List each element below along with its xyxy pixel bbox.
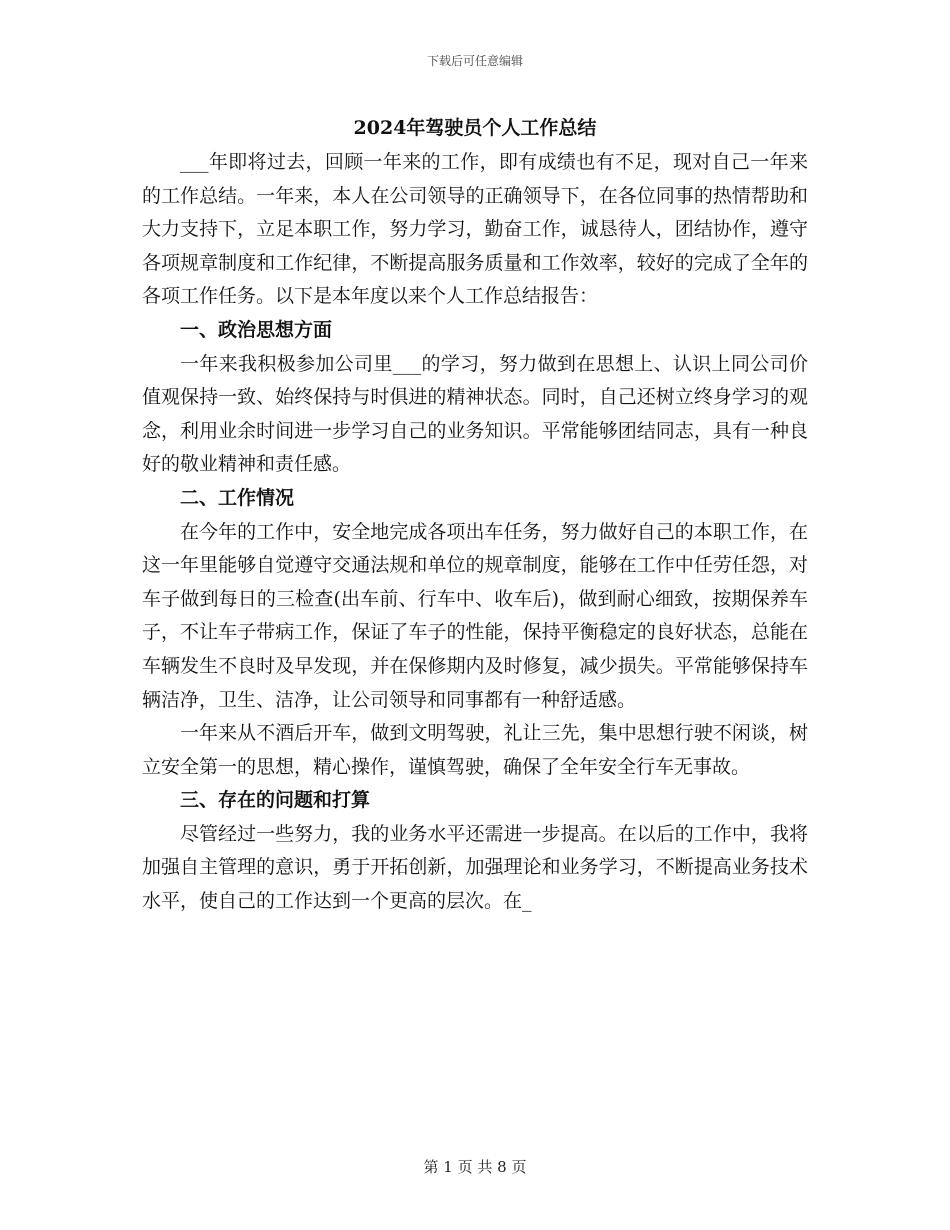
work-paragraph-1: 在今年的工作中，安全地完成各项出车任务，努力做好自己的本职工作，在这一年里能够自觉遵守交通法规和单位的规章制度，能够在工作中任劳任怨，对车子做到每日的三检查(出车前、行车中、收车后)，做到耐心细致，按期保养车子，不让车子带病工作，保证了车子的性能，保持平衡稳定的良好状态，总能在车辆发生不良时及早发现，并在保修期内及时修复，减少损失。平常能够保持车辆洁净，卫生、洁净，让公司领导和同事都有一种舒适感。 [142, 520, 808, 711]
issues-paragraph: 尽管经过一些努力，我的业务水平还需进一步提高。在以后的工作中，我将加强自主管理的意识，勇于开拓创新，加强理论和业务学习，不断提高业务技术水平，使自己的工作达到一个更高的层次。在_ [142, 822, 808, 913]
page-header: 下载后可任意编辑 [426, 54, 523, 68]
work-paragraph-2: 一年来从不酒后开车，做到文明驾驶，礼让三先，集中思想行驶不闲谈，树立安全第一的思想，精心操作，谨慎驾驶，确保了全年安全行车无事故。 [142, 722, 808, 778]
section-heading-work: 二、工作情况 [180, 486, 295, 509]
section-heading-politics: 一、政治思想方面 [180, 318, 333, 341]
page-footer: 第 1 页 共 8 页 [423, 1158, 527, 1176]
politics-paragraph: 一年来我积极参加公司里___的学习，努力做到在思想上、认识上同公司价值观保持一致、始终保持与时俱进的精神状态。同时，自己还树立终身学习的观念，利用业余时间进一步学习自己的业务知识。平常能够团结同志，具有一种良好的敬业精神和责任感。 [142, 352, 808, 476]
document-title: 2024年驾驶员个人工作总结 [353, 117, 597, 139]
document-body [142, 146, 808, 919]
intro-paragraph: ___年即将过去，回顾一年来的工作，即有成绩也有不足，现对自己一年来的工作总结。一年来，本人在公司领导的正确领导下，在各位同事的热情帮助和大力支持下，立足本职工作，努力学习，勤奋工作，诚恳待人，团结协作，遵守各项规章制度和工作纪律，不断提高服务质量和工作效率，较好的完成了全年的各项工作任务。以下是本年度以来个人工作总结报告： [142, 151, 808, 308]
section-heading-issues: 三、存在的问题和打算 [180, 789, 371, 812]
